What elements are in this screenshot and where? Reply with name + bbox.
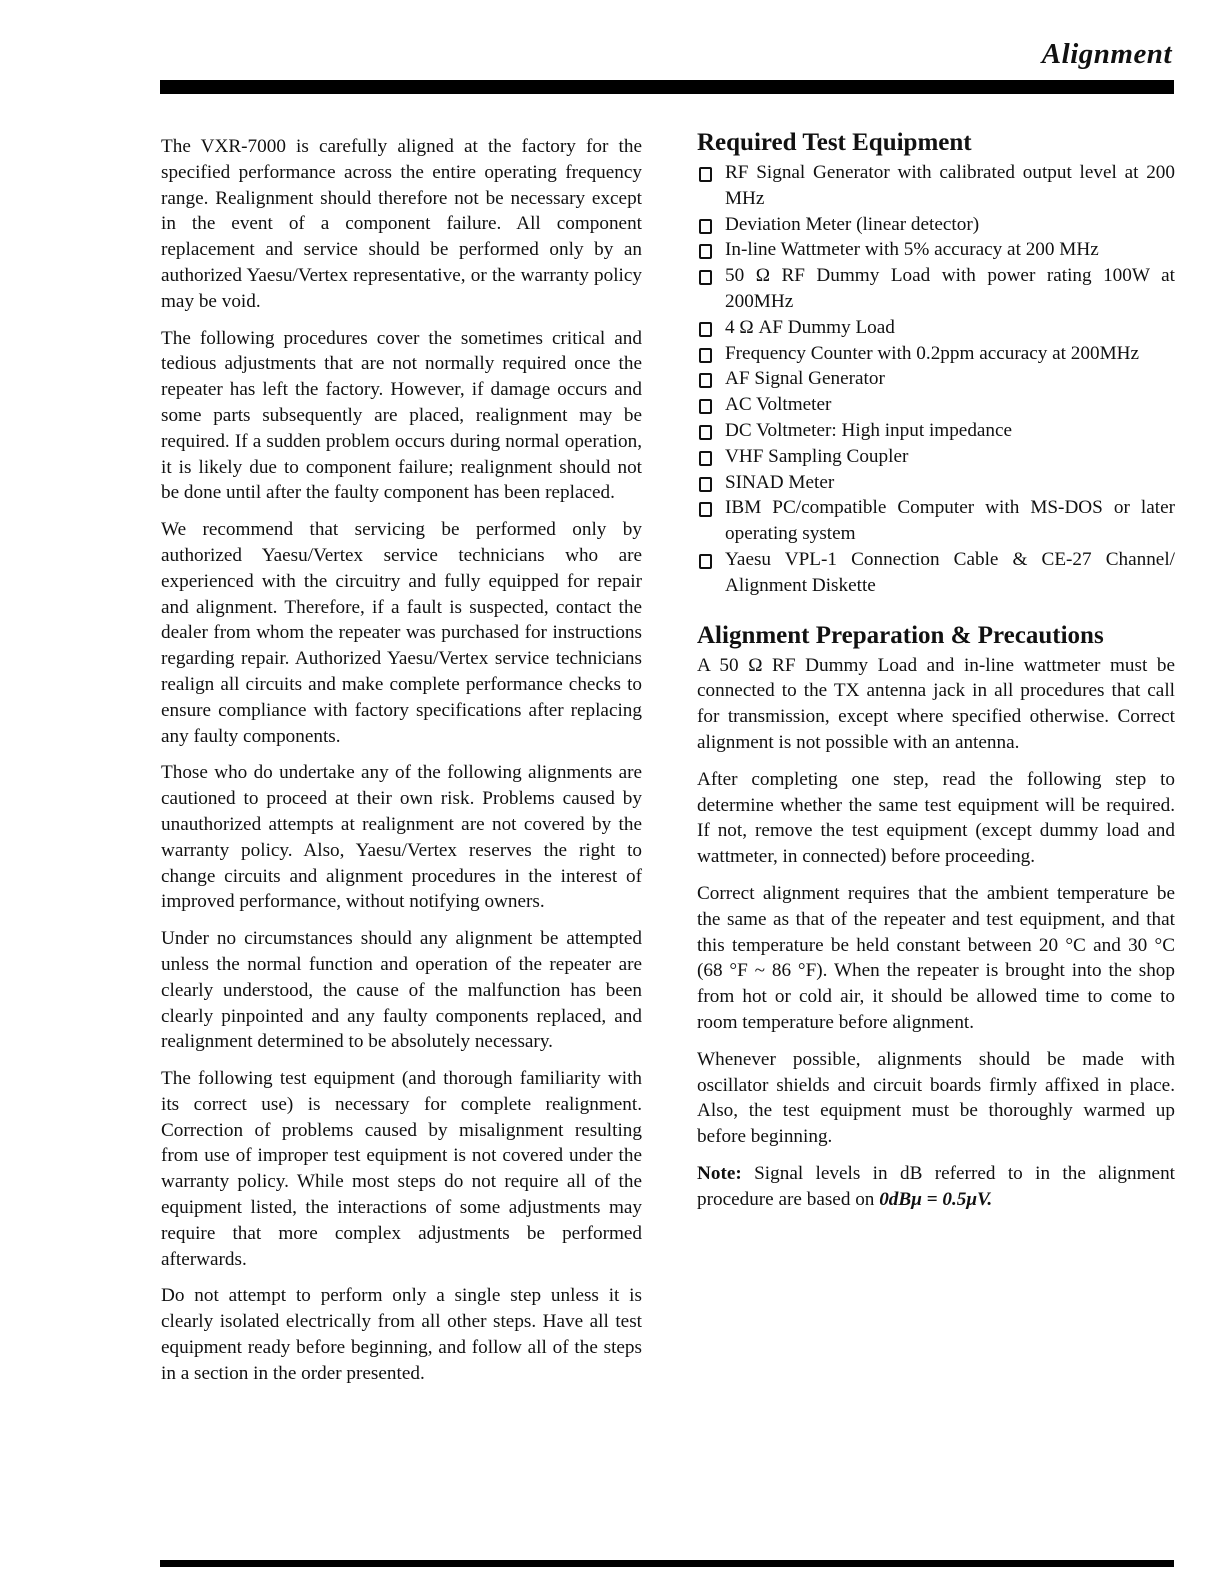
paragraph: Do not attempt to perform only a single step unless it is clearly isolated electrically from all other steps. Have all test equipment ready before beginning, and follow all of the steps in a section in the order presented. (161, 1285, 642, 1384)
equipment-label: RF Signal Generator with calibrated output level at 200 MHz (725, 162, 1175, 209)
paragraph: The following procedures cover the sometimes critical and tedious adjustments that are not normally required once the repeater has left the factory. However, if damage occurs and some parts subsequently are placed, realignment may be required. If a sudden problem occurs during normal operation, it is likely due to component failure; realignment should not be done until after the faulty component has been replaced. (161, 327, 642, 504)
equipment-label: SINAD Meter (725, 471, 835, 493)
right-column (697, 128, 1175, 1223)
equipment-label: Yaesu VPL-1 Connection Cable & CE-27 Channel/ Alignment Diskette (725, 548, 1175, 596)
paragraph: Those who do undertake any of the following alignments are cautioned to proceed at their own risk. Problems caused by unauthorized attempts at realignment are not covered by the warranty policy. Also, Yaesu/Vertex reserves the right to change circuits and alignment procedures in the interest of improved performance, without notifying owners. (161, 762, 642, 913)
page-section-title: Alignment (1041, 38, 1172, 70)
checkbox-icon (699, 502, 712, 517)
equipment-label: In-line Wattmeter with 5% accuracy at 200 MHz (725, 239, 1099, 261)
equipment-item (697, 160, 1175, 212)
left-column (161, 134, 642, 1398)
checkbox-icon (699, 399, 712, 414)
checkbox-icon (699, 451, 712, 466)
checkbox-icon (699, 348, 712, 363)
equipment-label: DC Voltmeter: High input impedance (725, 419, 1013, 441)
equipment-label: 50 Ω RF Dummy Load with power rating 100W at 200MHz (725, 265, 1175, 312)
paragraph: We recommend that servicing be performed only by authorized Yaesu/Vertex service technicians who are experienced with the circuitry and fully equipped for repair and alignment. Therefore, if a fault is suspected, contact the dealer from whom the repeater was purchased for instructions regarding repair. Authorized Yaesu/Vertex service technicians realign all circuits and make complete performance checks to ensure compliance with factory specifications after replacing any faulty components. (161, 519, 642, 747)
paragraph: The VXR-7000 is carefully aligned at the factory for the specified performance across the entire operating frequency range. Realignment should therefore not be necessary except in the event of a component failure. All component replacement and service should be performed only by an authorized Yaesu/Vertex representative, or the warranty policy may be void. (161, 136, 642, 312)
equipment-item (697, 212, 1175, 238)
equipment-item (697, 315, 1175, 341)
note-label: Note: (697, 1162, 742, 1184)
preparation-heading: Alignment Preparation & Precautions (697, 621, 1104, 649)
checkbox-icon (699, 373, 712, 388)
equipment-label: AF Signal Generator (725, 368, 885, 390)
checkbox-icon (699, 477, 712, 492)
equipment-item (697, 444, 1175, 470)
checkbox-icon (699, 270, 712, 285)
checkbox-icon (699, 219, 712, 234)
paragraph: After completing one step, read the following step to determine whether the same test equipment will be required. If not, remove the test equipment (except dummy load and wattmeter, in connected) before proceeding. (697, 768, 1175, 868)
equipment-item (697, 495, 1175, 547)
footer-rule (160, 1560, 1174, 1567)
equipment-item (697, 418, 1175, 444)
equipment-heading: Required Test Equipment (697, 129, 972, 156)
equipment-label: Frequency Counter with 0.2ppm accuracy at 200MHz (725, 342, 1140, 364)
equipment-list (697, 160, 1175, 599)
equipment-item (697, 237, 1175, 263)
equipment-item (697, 263, 1175, 315)
equipment-label: AC Voltmeter (725, 394, 832, 416)
note (697, 1161, 1175, 1213)
equipment-label: 4 Ω AF Dummy Load (725, 316, 895, 338)
checkbox-icon (699, 167, 712, 182)
checkbox-icon (699, 425, 712, 440)
equipment-item (697, 341, 1175, 367)
checkbox-icon (699, 554, 712, 569)
paragraph: Correct alignment requires that the ambient temperature be the same as that of the repeater and test equipment, and that this temperature be held constant between 20 °C and 30 °C (68 °F ~ 86 °F). When the repeater is brought into the shop from hot or cold air, it should be allowed time to come to room temperature before alignment. (697, 882, 1175, 1033)
header-rule (160, 80, 1174, 94)
note-formula: 0dBμ = 0.5μV. (879, 1188, 993, 1210)
equipment-item (697, 470, 1175, 496)
equipment-label: IBM PC/compatible Computer with MS-DOS or later operating system (725, 497, 1175, 545)
paragraph: Under no circumstances should any alignment be attempted unless the normal function and operation of the repeater are clearly understood, the cause of the malfunction has been clearly pinpointed and any faulty components replaced, and realignment determined to be absolutely necessary. (161, 928, 642, 1053)
equipment-item (697, 547, 1175, 599)
checkbox-icon (699, 322, 712, 337)
checkbox-icon (699, 244, 712, 259)
paragraph: Whenever possible, alignments should be made with oscillator shields and circuit boards firmly affixed in place. Also, the test equipment must be thoroughly warmed up before beginning. (697, 1048, 1175, 1148)
equipment-label: Deviation Meter (linear detector) (725, 213, 980, 235)
note-text: Signal levels in dB referred to in the alignment procedure are based on (697, 1162, 1175, 1210)
equipment-item (697, 392, 1175, 418)
equipment-item (697, 366, 1175, 392)
paragraph: A 50 Ω RF Dummy Load and in-line wattmeter must be connected to the TX antenna jack in all procedures that call for transmission, except where specified otherwise. Correct alignment is not possible with an antenna. (697, 654, 1175, 753)
paragraph: The following test equipment (and thorough familiarity with its correct use) is necessary for complete realignment. Correction of problems caused by misalignment resulting from use of improper test equipment is not covered under the warranty policy. While most steps do not require all of the equipment listed, the interactions of some adjustments may require that more complex adjustments be performed afterwards. (161, 1068, 642, 1270)
equipment-label: VHF Sampling Coupler (725, 445, 909, 467)
